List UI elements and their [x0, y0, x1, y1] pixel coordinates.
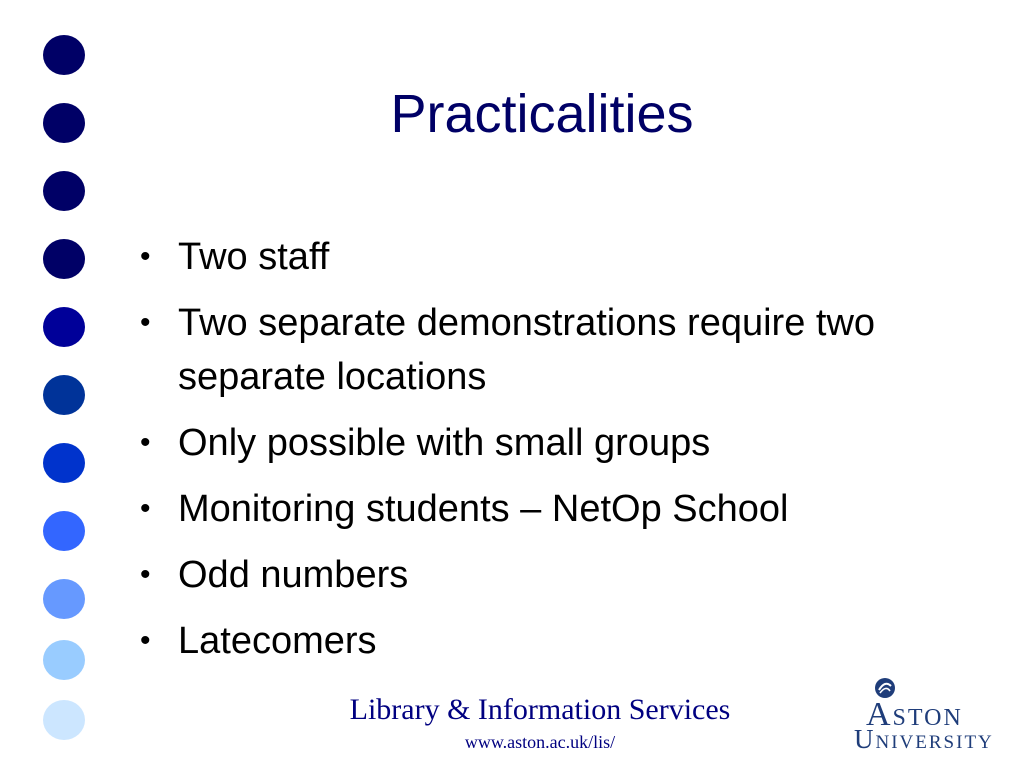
decorative-dot	[43, 443, 85, 483]
decorative-dot	[43, 700, 85, 740]
bullet-item	[136, 296, 976, 404]
bullet-item	[136, 482, 976, 536]
bullet-marker: •	[140, 624, 151, 657]
bullet-marker: •	[140, 306, 151, 339]
bullet-marker: •	[140, 426, 151, 459]
decorative-dot	[43, 239, 85, 279]
decorative-dot	[43, 35, 85, 75]
bullet-item	[136, 548, 976, 602]
bullet-item	[136, 614, 976, 668]
bullet-item	[136, 416, 976, 470]
logo-line1: Aston	[866, 696, 963, 733]
decorative-dot	[43, 640, 85, 680]
bullet-text: Latecomers	[178, 620, 377, 662]
aston-university-logo	[848, 675, 1012, 760]
decorative-dot	[43, 307, 85, 347]
bullet-text: Monitoring students – NetOp School	[178, 488, 789, 530]
bullet-list	[136, 230, 976, 680]
bullet-marker: •	[140, 492, 151, 525]
decorative-dot	[43, 171, 85, 211]
slide-footer	[250, 690, 830, 754]
decorative-dot	[43, 511, 85, 551]
footer-url: www.aston.ac.uk/lis/	[464, 732, 616, 752]
bullet-text: Odd numbers	[178, 554, 409, 596]
bullet-text: Only possible with small groups	[178, 422, 711, 464]
bullet-text: Two separate demonstrations require two separate locations	[178, 302, 876, 398]
bullet-marker: •	[140, 240, 151, 273]
bullet-text: Two staff	[178, 236, 330, 278]
decorative-dot	[43, 579, 85, 619]
footer-department: Library & Information Services	[349, 693, 731, 726]
logo-line2: University	[854, 724, 994, 754]
decorative-dot	[43, 375, 85, 415]
bullet-marker: •	[140, 558, 151, 591]
bullet-item	[136, 230, 976, 284]
slide-title: Practicalities	[390, 84, 694, 144]
